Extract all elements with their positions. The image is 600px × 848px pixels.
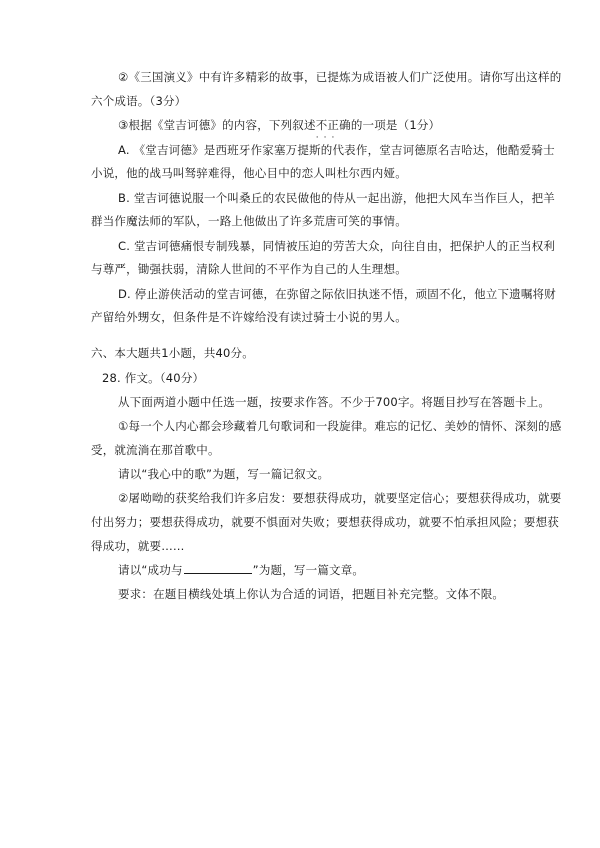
option-c-line1: C. 堂吉诃德痛恨专制残暴，同情被压迫的劳苦大众，向往自由，把保护人的正当权利 — [118, 239, 556, 253]
option-c-line2: 与尊严，锄强扶弱，清除人世间的不平作为自己的人生理想。 — [91, 262, 407, 276]
q28-title: 28. 作文。（40分） — [102, 371, 205, 385]
section6-heading: 六、本大题共1小题，共40分。 — [91, 346, 254, 360]
option-a-line2: 小说，他的战马叫驽骍难得，他心目中的恋人叫杜尔西内娅。 — [91, 166, 407, 180]
prompt2-line1: ②屠呦呦的获奖给我们许多启发：要想获得成功，就要坚定信心；要想获得成功，就要 — [118, 491, 562, 505]
option-d-line1: D. 停止游侠活动的堂吉诃德，在弥留之际依旧执迷不悟，顽固不化，他立下遗嘱将财 — [118, 287, 556, 301]
prompt1-line1: ①每一个人内心都会珍藏着几句歌词和一段旋律。难忘的记忆、美妙的情怀、深刻的感 — [118, 419, 562, 433]
emphasized-word: 不正确 — [315, 118, 351, 132]
option-d-line2: 产留给外甥女，但条件是不许嫁给没有读过骑士小说的男人。 — [91, 310, 407, 324]
stem-text-a: ③根据《堂吉诃德》的内容，下列叙述 — [118, 118, 316, 132]
prompt1-line2: 受，就流淌在那首歌中。 — [91, 443, 220, 457]
option-b-line1: B. 堂吉诃德说服一个叫桑丘的农民做他的侍从一起出游，他把大风车当作巨人，把羊 — [118, 191, 555, 205]
essay-requirement: 要求：在题目横线处填上你认为合适的词语，把题目补充完整。文体不限。 — [118, 587, 505, 601]
emphasis-dots: ··· — [315, 133, 340, 143]
q27-part3-stem — [118, 117, 441, 143]
option-b-line2: 群当作魔法师的军队，一路上他做出了许多荒唐可笑的事情。 — [91, 214, 407, 228]
prompt1-task: 请以“我心中的歌”为题，写一篇记叙文。 — [118, 467, 330, 481]
q28-instruction: 从下面两道小题中任选一题，按要求作答。不少于700字。将题目抄写在答题卡上。 — [118, 395, 551, 409]
prompt2-task-text-a: 请以“成功与 — [118, 563, 183, 577]
prompt2-task — [118, 562, 364, 579]
q27-part2-line1: ②《三国演义》中有许多精彩的故事，已提炼为成语被人们广泛使用。请你写出这样的 — [118, 70, 562, 84]
title-blank-line — [184, 562, 252, 574]
prompt2-line3: 得成功，就要…… — [91, 539, 185, 553]
option-a-line1: A. 《堂吉诃德》是西班牙作家塞万提斯的代表作，堂吉诃德原名吉哈达，他酷爱骑士 — [118, 143, 555, 157]
prompt2-line2: 付出努力；要想获得成功，就要不惧面对失败；要想获得成功，就要不怕承担风险；要想获 — [91, 515, 559, 529]
q27-part2-line2: 六个成语。（3分） — [91, 94, 187, 108]
stem-text-b: 的一项是（1分） — [350, 118, 441, 132]
emphasized-text — [315, 118, 351, 143]
prompt2-task-text-b: ”为题，写一篇文章。 — [252, 563, 365, 577]
